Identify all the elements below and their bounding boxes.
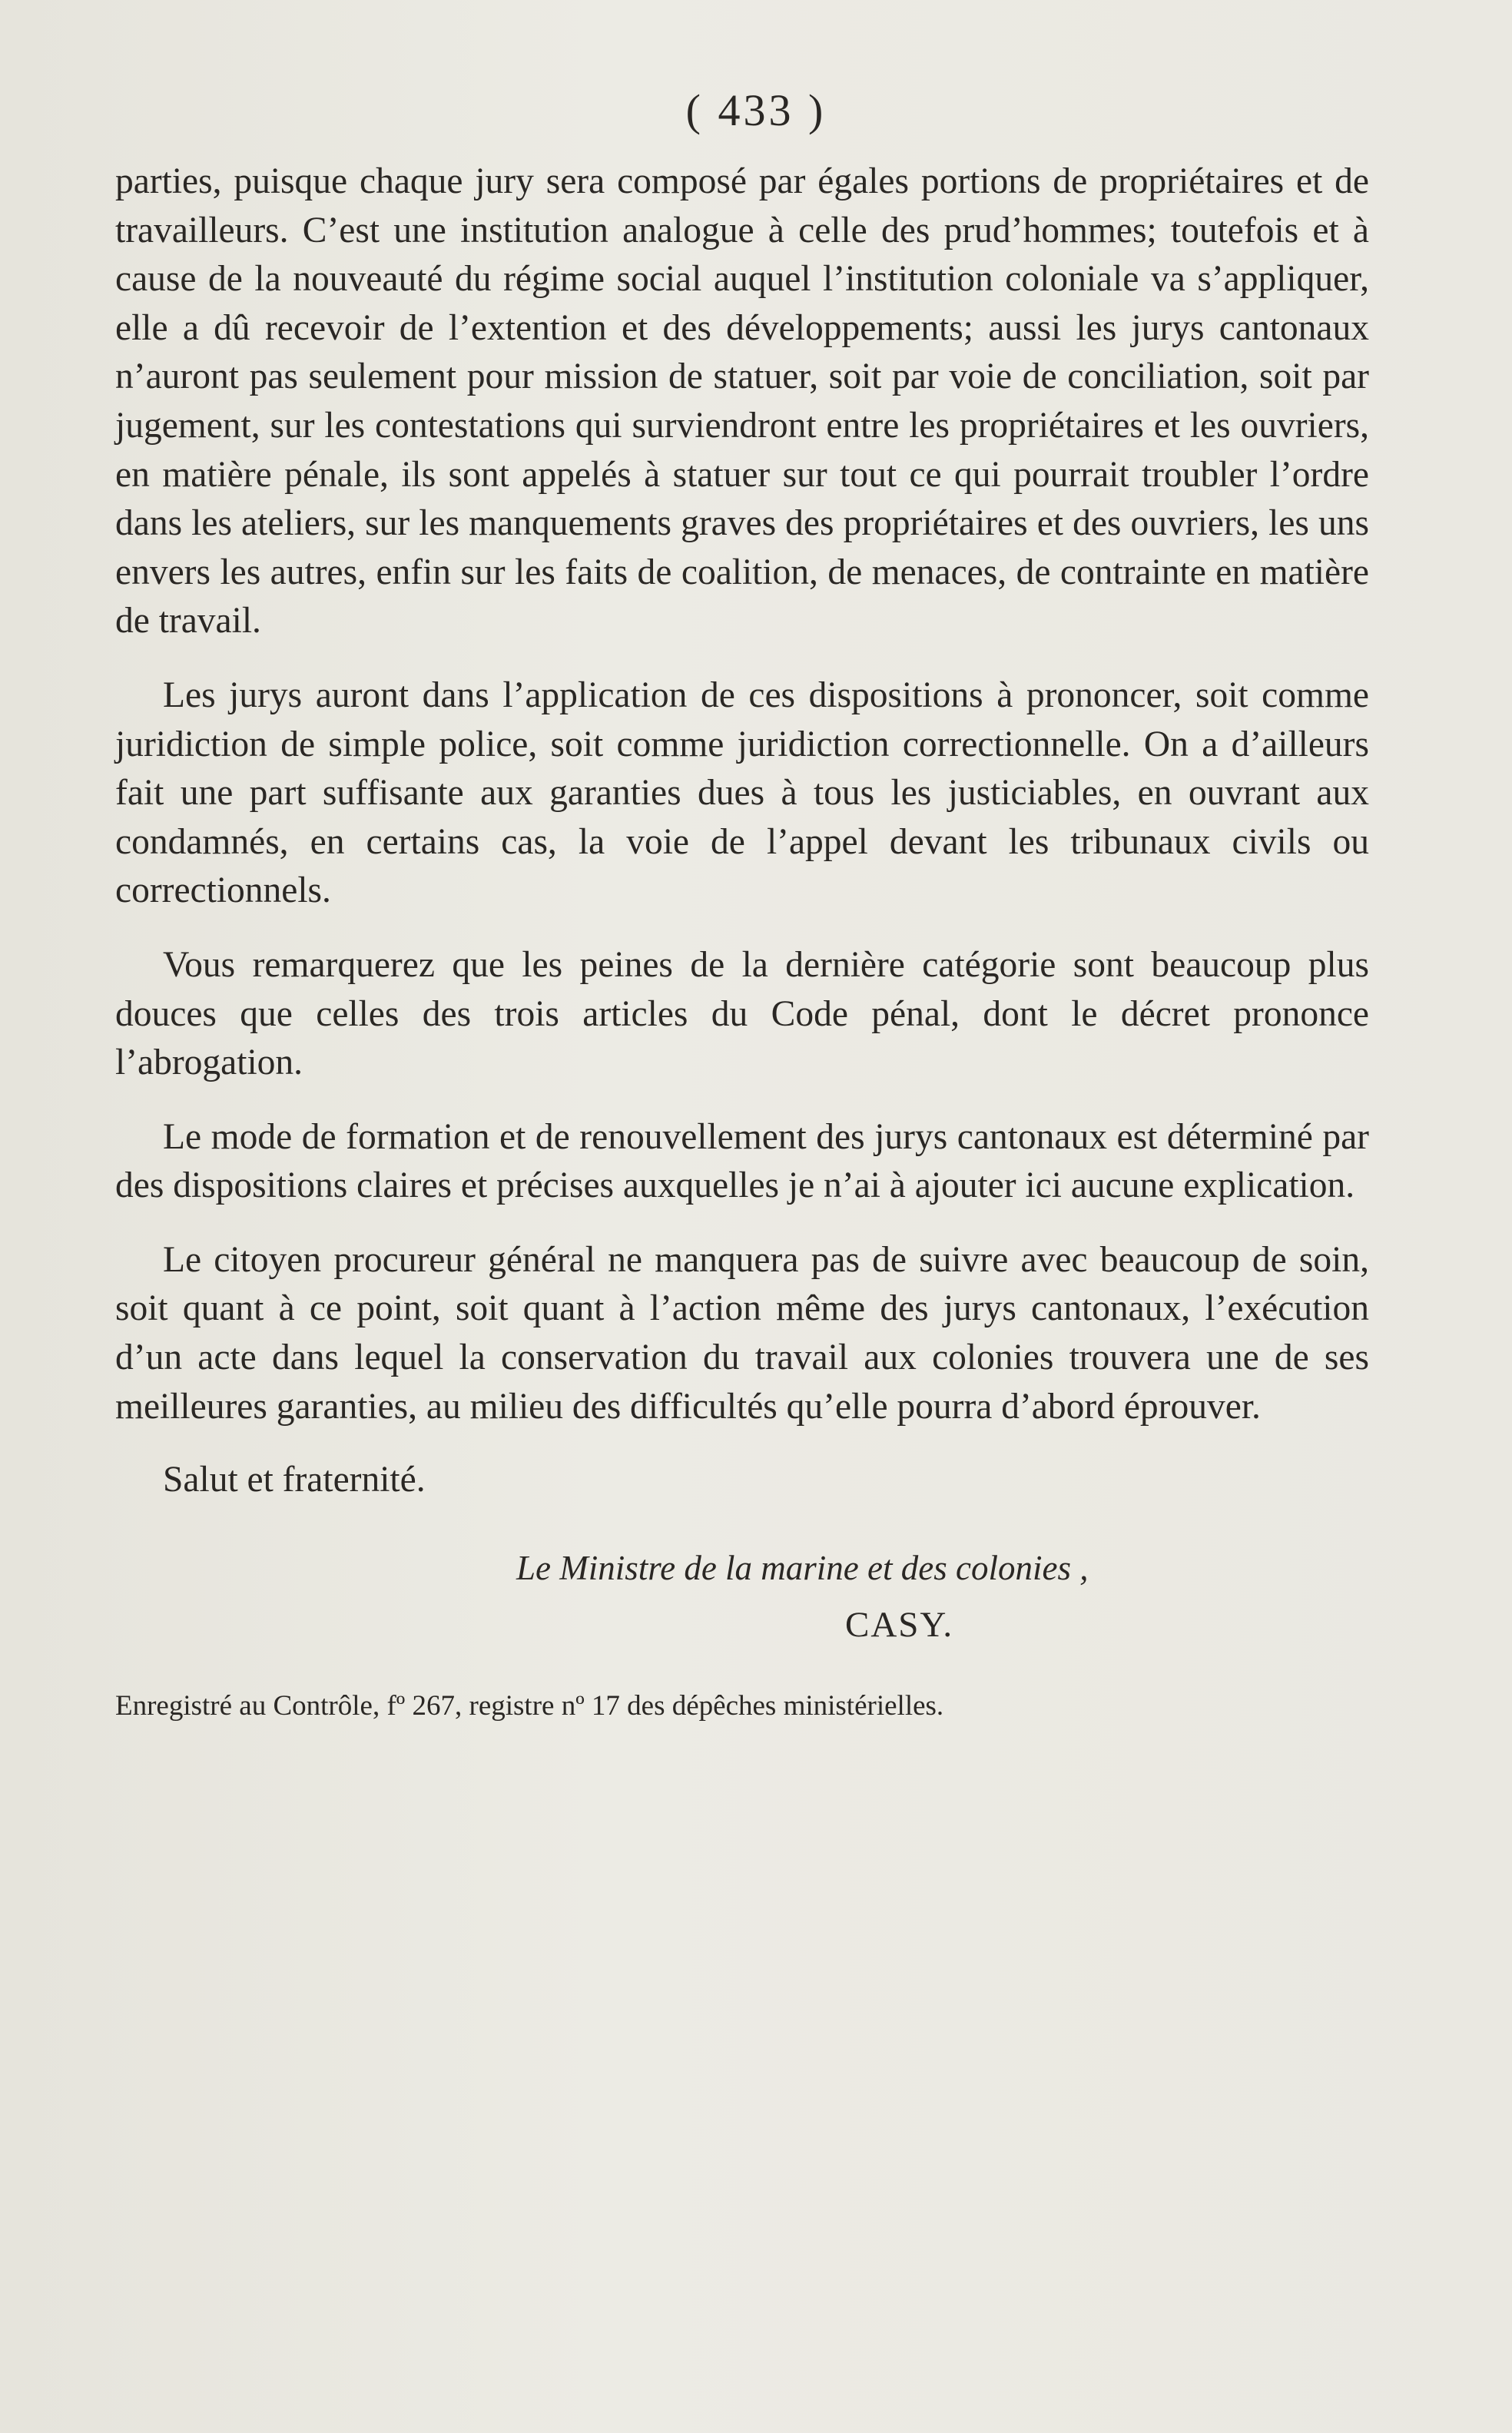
closing-salutation: Salut et fraternité. <box>163 1460 426 1500</box>
signature-name: CASY. <box>845 1604 954 1645</box>
paragraph-penalties: Vous remarquerez que les peines de la dernière catégorie sont beaucoup plus douces que celles des trois articles du Code pénal, dont le décret prononce l’abrogation. <box>115 944 1369 1083</box>
paragraph-jury-jurisdiction: Les jurys auront dans l’application de ces dispositions à prononcer, soit comme juridiction de simple police, soit comme juridiction correctionnelle. On a d’ailleurs fait une part suffisante aux garanties dues à tous les justiciables, en ouvrant aux condamnés, en certains cas, la voie de l’appel devant les tribunaux civils ou correctionnels. <box>115 675 1369 911</box>
registration-note: Enregistré au Contrôle, fº 267, registre nº 17 des dépêches ministérielles. <box>115 1689 944 1722</box>
page-number: ( 433 ) <box>685 85 827 135</box>
page-body <box>115 157 1369 1726</box>
signature-title: Le Ministre de la marine et des colonies , <box>516 1548 1089 1587</box>
paragraph-continued: parties, puisque chaque jury sera composé par égales portions de propriétaires et de travailleurs. C’est une institution analogue à celle des prud’hommes; toutefois et à cause de la nouveauté du régime social auquel l’institution coloniale va s’appliquer, elle a dû recevoir de l’extention et des développements; aussi les jurys cantonaux n’auront pas seulement pour mission de statuer, soit par voie de conciliation, soit par jugement, sur les contestations qui surviendront entre les propriétaires et les ouvriers, en matière pénale, ils sont appelés à statuer sur tout ce qui pourrait troubler l’ordre dans les ateliers, sur les manquements graves des propriétaires et des ouvriers, les uns envers les autres, enfin sur les faits de coalition, de menaces, de contrainte en matière de travail. <box>115 161 1369 641</box>
paragraph-formation: Le mode de formation et de renouvellement des jurys cantonaux est déterminé par des dispositions claires et précises auxquelles je n’ai à ajouter ici aucune explication. <box>115 1116 1369 1206</box>
paragraph-procureur: Le citoyen procureur général ne manquera pas de suivre avec beaucoup de soin, soit quant à ce point, soit quant à l’action même des jurys cantonaux, l’exécution d’un acte dans lequel la conservation du travail aux colonies trouvera une de ses meilleures garanties, au milieu des difficultés qu’elle pourra d’abord éprouver. <box>115 1239 1369 1427</box>
